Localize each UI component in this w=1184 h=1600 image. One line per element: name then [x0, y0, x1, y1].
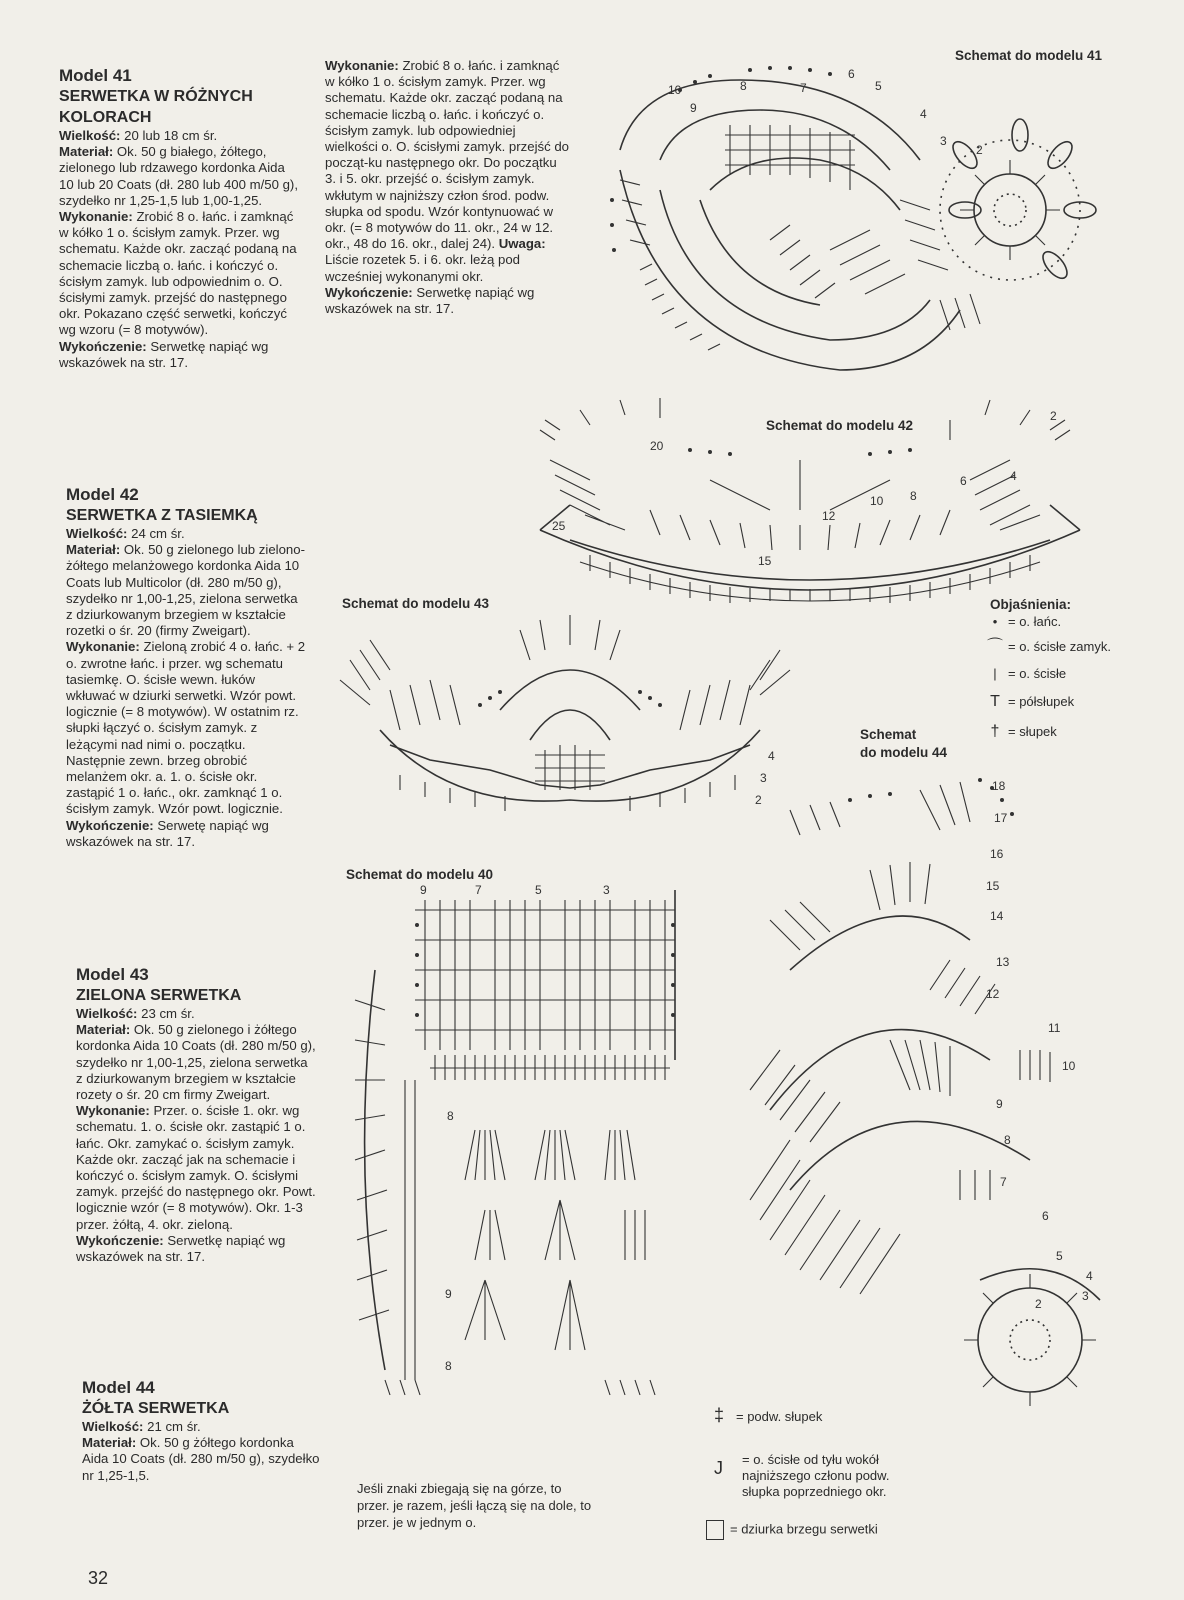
page-number: 32: [88, 1568, 109, 1588]
svg-text:10: 10: [668, 83, 682, 97]
svg-text:6: 6: [960, 474, 967, 488]
svg-text:20: 20: [650, 439, 664, 453]
schema-44-title: Schemat do modelu 44: [860, 727, 948, 760]
legend-item: • = o. łańc.: [992, 614, 1062, 629]
model-43-material: Materiał: Ok. 50 g zielonego i żółtego kordonka Aida 10 Coats (dł. 280 m/50 g), szydełko nr 1,00-1,25, zielona serwetka z dziurkowanym brzegiem w kształcie rozety o śr. 20 cm firmy Zweigart.: [76, 1022, 316, 1103]
svg-text:12: 12: [986, 987, 1000, 1001]
svg-text:16: 16: [990, 847, 1004, 861]
model-42-finish: Wykończenie: Serwetę napiąć wg wskazówek na str. 17.: [66, 817, 269, 849]
model-43-title: ZIELONA SERWETKA: [76, 987, 242, 1004]
model-44-title: ŻÓŁTA SERWETKA: [82, 1400, 230, 1417]
legend-hole: = dziurka brzegu serwetki: [706, 1520, 878, 1540]
note-model-40: Jeśli znaki zbiegają się na górze, to przer. je razem, jeśli łączą się na dole, to przer. je w jednym o.: [357, 1481, 592, 1530]
model-41-continuation: [325, 58, 570, 317]
schema-41-title: Schemat do modelu 41: [955, 48, 1103, 63]
svg-text:9: 9: [690, 101, 697, 115]
legend-title: Objaśnienia:: [990, 597, 1072, 612]
svg-text:7: 7: [475, 883, 482, 897]
svg-text:4: 4: [1010, 469, 1017, 483]
schema-40-title: Schemat do modelu 40: [346, 867, 494, 882]
svg-text:10: 10: [1062, 1059, 1076, 1073]
model-43-block: [76, 965, 316, 1265]
schema-44-diagram: [730, 760, 1130, 1400]
legend-double-crochet: ‡ = podw. słupek: [714, 1405, 823, 1425]
model-44-number: Model 44: [82, 1378, 155, 1397]
svg-text:6: 6: [848, 67, 855, 81]
svg-text:18: 18: [992, 779, 1006, 793]
model-41-number: Model 41: [59, 66, 132, 85]
model-42-size: Wielkość: 24 cm śr.: [66, 526, 185, 541]
svg-text:2: 2: [1050, 409, 1057, 423]
svg-text:2: 2: [755, 793, 762, 807]
model-41-size: Wielkość: 20 lub 18 cm śr.: [59, 128, 218, 143]
svg-text:9: 9: [445, 1287, 452, 1301]
model-43-finish: Wykończenie: Serwetkę napiąć wg wskazówek na str. 17.: [76, 1232, 286, 1265]
model-41-material: Materiał: Ok. 50 g białego, żółtego, zielonego lub rdzawego kordonka Aida 10 lub 20 Coats (dł. 280 lub 400 m/50 g), szydełko nr 1,25-1,5 lub 1,00-1,25.: [59, 144, 298, 208]
svg-text:8: 8: [910, 489, 917, 503]
col2-method: Wykonanie: Zrobić 8 o. łańc. i zamknąć w kółko 1 o. ścisłym zamyk. Przer. wg schematu. Każde okr. zacząć podaną na schemacie liczbą o. łańc. i kończyć o. ścisłym zamyk. lub odpowiedniej wielkości o. O. ścisłymi zamyk. przejść do począt-ku następnego okr. Do początku 3. i 5. okr. przejść o. ścisłym zamyk. wkłutym w najniższy człon środ. podw. słupka od spodu. Wzór kontynuować w okr. (= 8 motywów do 11. okr., 24 w 12. okr., 48 do 16. okr., dalej 24). Uwaga: Liście rozetek 5. i 6. okr. leżą pod wcześniej wykonanymi okr.: [325, 58, 570, 284]
svg-text:8: 8: [445, 1359, 452, 1373]
svg-text:5: 5: [535, 883, 542, 897]
legend: [986, 597, 1170, 741]
model-42-block: [66, 485, 306, 850]
svg-text:2: 2: [1035, 1297, 1042, 1311]
model-44-size: Wielkość: 21 cm śr.: [82, 1419, 201, 1434]
svg-text:5: 5: [875, 79, 882, 93]
svg-text:25: 25: [552, 519, 566, 533]
legend-item: † = słupek: [990, 723, 1057, 740]
legend-back-sc: J = o. ścisłe od tyłu wokół najniższego członu podw. słupka poprzedniego okr.: [714, 1452, 890, 1499]
legend-item: ⌒ = o. ścisłe zamyk.: [986, 638, 1111, 655]
model-42-material: Materiał: Ok. 50 g zielonego lub zielono-żółtego melanżowego kordonka Aida 10 Coats lub Multicolor (dł. 280 m/50 g), szydełko nr 1,00-1,25, zielona serwetka z dziurkowanym brzegiem w kształcie rozetki o śr. 20 (firmy Zweigart).: [66, 542, 305, 639]
model-42-method: Wykonanie: Zieloną zrobić 4 o. łańc. + 2 o. zwrotne łańc. i przer. wg schematu tasiemkę. O. ścisłe wewn. łuków wkłuwać w dziurki serwetki. Wzór powt. logicznie (= 8 motywów). W ostatnim rz. słupki łączyć o. ścisłym zamyk. z leżącymi nad nimi o. początku. Następnie zewn. brzeg obrobić melanżem okr. a. 1. o. ścisłe okr. zastąpić 1 o. łańc., okr. zamknąć 1 o. ścisłym zamyk. Wzór powt. logicznie.: [66, 639, 306, 817]
model-41-finish: Wykończenie: Serwetkę napiąć wg wskazówek na str. 17.: [59, 338, 269, 370]
svg-text:3: 3: [760, 771, 767, 785]
model-44-material: Materiał: Ok. 50 g żółtego kordonka Aida 10 Coats (dł. 280 m/50 g), szydełko nr 1,25-1,5.: [82, 1435, 320, 1483]
svg-text:13: 13: [996, 955, 1010, 969]
model-43-number: Model 43: [76, 965, 149, 984]
model-42-number: Model 42: [66, 485, 139, 504]
svg-text:3: 3: [940, 134, 947, 148]
model-41-title: SERWETKA W RÓŻNYCH KOLORACH: [59, 88, 253, 126]
model-42-title: SERWETKA Z TASIEMKĄ: [66, 507, 258, 524]
schema-42-title: Schemat do modelu 42: [766, 418, 914, 433]
model-41-method: Wykonanie: Zrobić 8 o. łańc. i zamknąć w kółko 1 o. ścisłym zamyk. Przer. wg schematu. Każde okr. zacząć podaną na schemacie liczbą o. łańc. i kończyć o. ścisłym zamyk. lub odpowiednim o. O. ścisłymi zamyk. przejść do następnego okr. Pokazano część serwetki, kończyć wg wzoru (= 8 motywów).: [59, 209, 297, 338]
svg-text:8: 8: [1004, 1133, 1011, 1147]
svg-text:5: 5: [1056, 1249, 1063, 1263]
svg-text:11: 11: [1048, 1021, 1061, 1035]
svg-text:15: 15: [986, 879, 1000, 893]
svg-text:9: 9: [996, 1097, 1003, 1111]
svg-text:7: 7: [800, 81, 807, 95]
schema-41-diagram: [600, 50, 1140, 390]
svg-text:3: 3: [603, 883, 610, 897]
svg-text:7: 7: [1000, 1175, 1007, 1189]
svg-text:17: 17: [994, 811, 1008, 825]
model-41-block: [59, 66, 299, 371]
model-44-block: [82, 1378, 322, 1484]
svg-text:4: 4: [920, 107, 927, 121]
svg-text:9: 9: [420, 883, 427, 897]
svg-text:15: 15: [758, 554, 772, 568]
svg-text:8: 8: [447, 1109, 454, 1123]
legend-item: T = półsłupek: [990, 693, 1075, 710]
model-43-method: Wykonanie: Przer. o. ścisłe 1. okr. wg schematu. 1. o. ścisłe okr. zastąpić 1 o. łańc. Okr. zamykać o. ścisłym zamyk. Każde okr. zacząć jak na schemacie i kończyć o. ścisłym zamyk. O. ścisłymi zamyk. przejść do następnego okr. Powt. logicznie wzór (= 8 motywów). Okr. 1-3 przer. żółtą, 4. okr. zieloną.: [76, 1103, 316, 1232]
legend-item: | = o. ścisłe: [993, 666, 1067, 681]
schema-43-title: Schemat do modelu 43: [342, 596, 490, 611]
svg-text:3: 3: [1082, 1289, 1089, 1303]
svg-text:6: 6: [1042, 1209, 1049, 1223]
svg-text:8: 8: [740, 79, 747, 93]
svg-text:10: 10: [870, 494, 884, 508]
svg-text:12: 12: [822, 509, 836, 523]
svg-text:14: 14: [990, 909, 1004, 923]
col2-finish: Wykończenie: Serwetkę napiąć wg wskazówek na str. 17.: [325, 284, 535, 317]
schema-40-diagram: [345, 880, 695, 1420]
svg-text:4: 4: [1086, 1269, 1093, 1283]
svg-text:4: 4: [768, 749, 775, 763]
schema-42-diagram: [510, 390, 1110, 600]
svg-text:2: 2: [976, 143, 983, 157]
model-43-size: Wielkość: 23 cm śr.: [76, 1006, 195, 1021]
